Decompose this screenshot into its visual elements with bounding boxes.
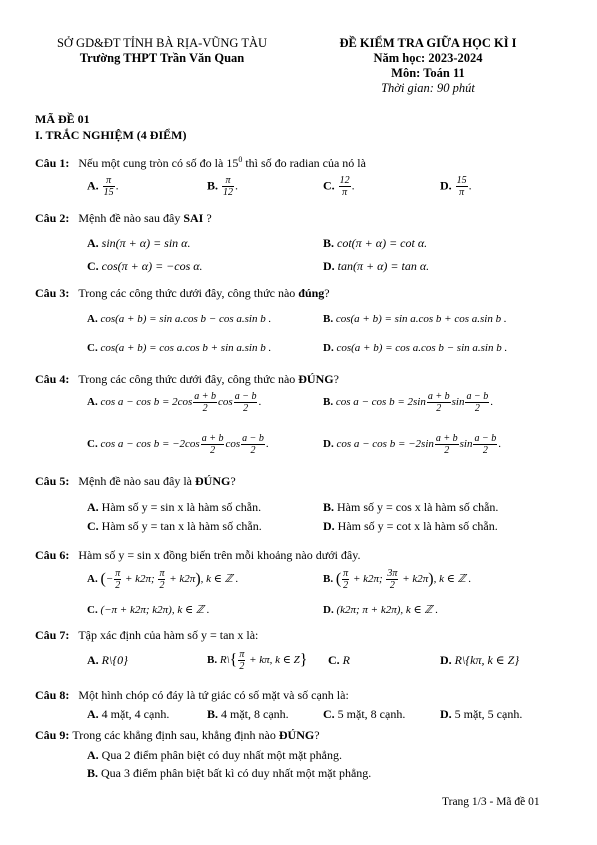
q8-option-d[interactable]: D. 5 mặt, 5 cạnh. (440, 707, 523, 721)
question-3: Câu 3: Trong các công thức dưới đây, công thức nào đúng? (35, 286, 330, 300)
question-7: Câu 7: Tập xác định của hàm số y = tan x là: (35, 628, 259, 642)
school-name: Trường THPT Trần Văn Quan (79, 51, 245, 65)
q5-option-b[interactable]: B. Hàm số y = cos x là hàm số chẵn. (323, 500, 499, 514)
question-1: Câu 1: Nếu một cung tròn có số đo là $15^0$ thì số đo radian của nó là (35, 155, 366, 170)
q8-option-c[interactable]: C. 5 mặt, 8 cạnh. (323, 707, 406, 721)
q7-option-c[interactable]: C. R (328, 653, 351, 667)
school-year: Năm học: 2023-2024 (373, 51, 483, 65)
q1-option-b[interactable]: B. $\frac{\pi}{12}$ . (207, 175, 239, 198)
q7-option-a[interactable]: A. R\{0} (87, 653, 128, 667)
q1-option-a[interactable]: A. $\frac{\pi}{15}$ . (87, 175, 119, 198)
q5-option-d[interactable]: D. Hàm số y = cot x là hàm số chẵn. (323, 519, 498, 533)
q5-option-a[interactable]: A. Hàm số y = sin x là hàm số chẵn. (87, 500, 262, 514)
q9-option-b[interactable]: B. Qua 3 điểm phân biệt bất kì có duy nhất một mặt phẳng. (87, 766, 372, 780)
question-5: Câu 5: Mệnh đề nào sau đây là ĐÚNG? (35, 474, 236, 488)
q6-option-a[interactable]: A. (− $\frac{\pi}{2}$ + k2π; $\frac{\pi}{2}$ + k2π), k ∈ ℤ . (87, 568, 239, 591)
q3-option-c[interactable]: C. cos(a + b) = cos a.cos b + sin a.sin b . (87, 342, 272, 354)
q4-option-c[interactable]: C. cos a − cos b = −2cos $\frac{a + b}{2}$ cos $\frac{a - b}{2}$ . (87, 433, 269, 456)
q6-option-b[interactable]: B. ( $\frac{\pi}{2}$ + k2π; $\frac{3\pi}{2}$ + k2π), k ∈ ℤ . (323, 568, 472, 591)
q8-option-a[interactable]: A. 4 mặt, 4 cạnh. (87, 707, 170, 721)
q3-option-b[interactable]: B. cos(a + b) = sin a.cos b + cos a.sin b . (323, 313, 507, 325)
exam-code: MÃ ĐỀ 01 (35, 112, 90, 126)
school-department: SỞ GD&ĐT TỈNH BÀ RỊA-VŨNG TÀU (56, 36, 268, 50)
question-4: Câu 4: Trong các công thức dưới đây, công thức nào ĐÚNG? (35, 372, 339, 386)
question-8: Câu 8: Một hình chóp có đáy là tứ giác có số mặt và số cạnh là: (35, 688, 349, 702)
q3-option-a[interactable]: A. cos(a + b) = sin a.cos b − cos a.sin b . (87, 313, 272, 325)
q1-option-d[interactable]: D. $\frac{15}{\pi}$ . (440, 175, 472, 198)
question-6: Câu 6: Hàm số y = sin x đồng biến trên mỗi khoảng nào dưới đây. (35, 548, 361, 562)
q2-option-a[interactable]: A. sin(π + α) = sin α. (87, 236, 191, 250)
q4-option-b[interactable]: B. cos a − cos b = 2sin $\frac{a + b}{2}$ sin $\frac{a - b}{2}$ . (323, 391, 493, 414)
q7-option-b[interactable]: B. R\{ $\frac{\pi}{2}$ + kπ, k ∈ Z} (207, 649, 308, 672)
q5-option-c[interactable]: C. Hàm số y = tan x là hàm số chẵn. (87, 519, 262, 533)
section-title: I. TRẮC NGHIỆM (4 ĐIỂM) (35, 128, 187, 142)
subject: Môn: Toán 11 (391, 66, 465, 80)
q4-option-a[interactable]: A. cos a − cos b = 2cos $\frac{a + b}{2}$ cos $\frac{a - b}{2}$ . (87, 391, 262, 414)
question-2: Câu 2: Mệnh đề nào sau đây SAI ? (35, 211, 212, 225)
page-footer: Trang 1/3 - Mã đề 01 (442, 796, 540, 808)
q1-option-c[interactable]: C. $\frac{12}{\pi}$ . (323, 175, 355, 198)
q6-option-c[interactable]: C. (−π + k2π; k2π), k ∈ ℤ . (87, 604, 210, 616)
duration: Thời gian: 90 phút (381, 81, 475, 95)
q2-option-d[interactable]: D. tan(π + α) = tan α. (323, 259, 430, 273)
q2-option-b[interactable]: B. cot(π + α) = cot α. (323, 236, 428, 250)
q2-option-c[interactable]: C. cos(π + α) = −cos α. (87, 259, 203, 273)
q6-option-d[interactable]: D. (k2π; π + k2π), k ∈ ℤ . (323, 604, 439, 616)
exam-title: ĐỀ KIỂM TRA GIỮA HỌC KÌ I (339, 36, 517, 50)
q7-option-d[interactable]: D. R\{kπ, k ∈ Z} (440, 653, 520, 667)
q8-option-b[interactable]: B. 4 mặt, 8 cạnh. (207, 707, 289, 721)
question-9: Câu 9: Trong các khẳng định sau, khẳng định nào ĐÚNG? (35, 728, 320, 742)
q9-option-a[interactable]: A. Qua 2 điểm phân biệt có duy nhất một mặt phẳng. (87, 748, 342, 762)
q4-option-d[interactable]: D. cos a − cos b = −2sin $\frac{a + b}{2}$ sin $\frac{a - b}{2}$ . (323, 433, 501, 456)
q3-option-d[interactable]: D. cos(a + b) = cos a.cos b − sin a.sin b . (323, 342, 508, 354)
